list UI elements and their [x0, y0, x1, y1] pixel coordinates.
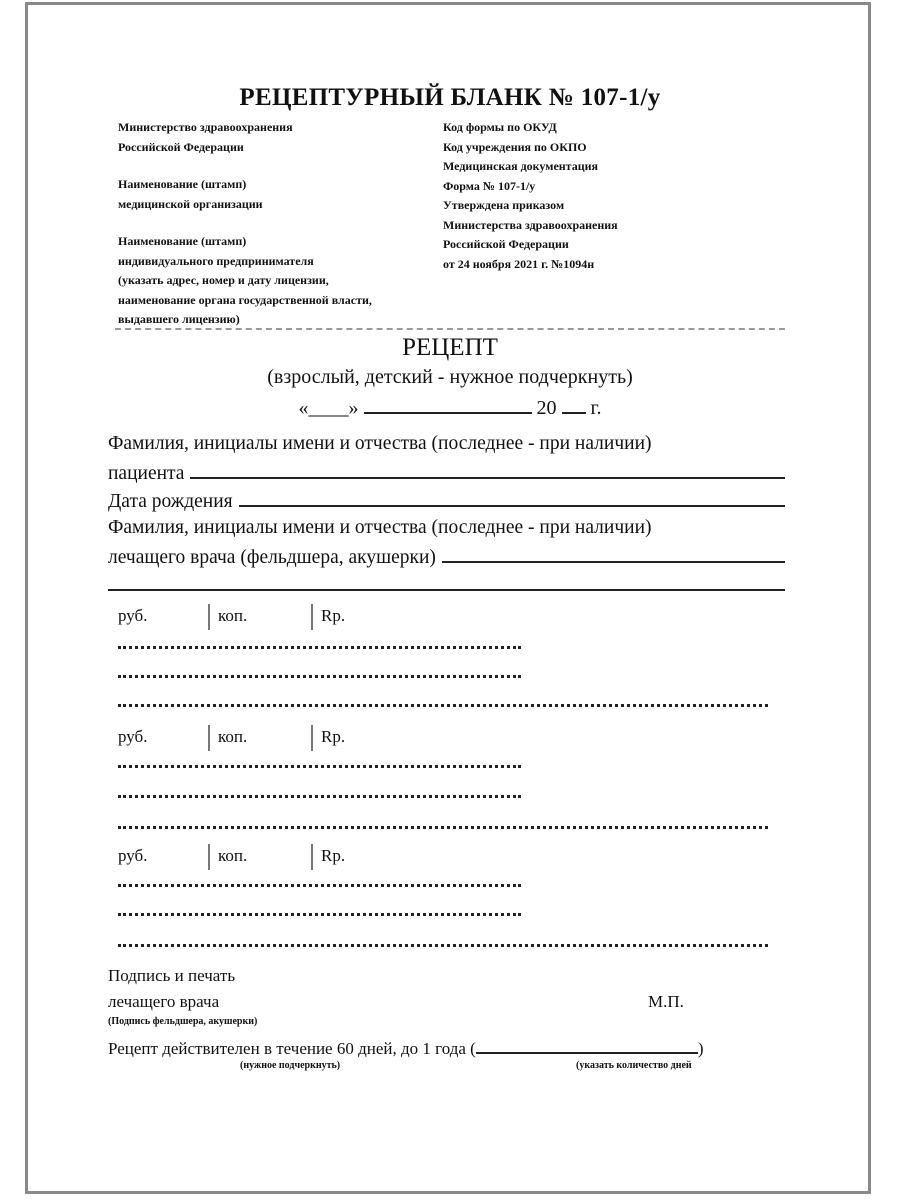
birth-date-label: Дата рождения: [108, 491, 233, 512]
date-day-field[interactable]: «____»: [298, 397, 359, 419]
kop-label: коп.: [218, 846, 248, 865]
rx-block-1-line-1[interactable]: [118, 646, 521, 649]
approved-country-label: Российской Федерации: [443, 237, 569, 251]
rp-label: Rp.: [321, 846, 346, 865]
doctor-name-field[interactable]: [442, 545, 785, 563]
rx-block-3-line-3[interactable]: [118, 944, 768, 947]
license-note-1: (указать адрес, номер и дату лицензии,: [118, 273, 329, 287]
patient-name-row: [108, 461, 785, 485]
separator: [208, 725, 210, 751]
approved-ministry-label: Министерства здравоохранения: [443, 217, 618, 232]
stamp-place-label: М.П.: [648, 992, 684, 1011]
license-note-3: выдавшего лицензию): [118, 312, 240, 326]
validity-note-right: (указать количество дней: [576, 1060, 692, 1071]
signature-note: (Подпись фельдшера, акушерки): [108, 1016, 258, 1027]
doctor-label-1: Фамилия, инициалы имени и отчества (последнее - при наличии): [108, 517, 652, 538]
org-stamp-label: Наименование (штамп): [118, 177, 247, 191]
separator: [208, 844, 210, 870]
okud-code-label: Код формы по ОКУД: [443, 120, 557, 134]
patient-label-2: пациента: [108, 463, 185, 484]
cut-line-divider: [115, 328, 785, 330]
kop-label: коп.: [218, 727, 248, 746]
separator: [311, 844, 313, 870]
ministry-country-line: Российской Федерации: [118, 139, 244, 154]
form-number-label: Форма № 107-1/у: [443, 178, 536, 193]
validity-text: Рецепт действителен в течение 60 дней, до 1 года (: [108, 1039, 476, 1058]
validity-close-paren: ): [697, 1039, 704, 1058]
birth-date-row: [108, 489, 785, 513]
spacer: [118, 157, 372, 175]
rx-block-3-line-2[interactable]: [118, 913, 521, 916]
form-title: РЕЦЕПТУРНЫЙ БЛАНК № 107-1/у: [239, 84, 661, 111]
approved-order-label: от 24 ноября 2021 г. №1094н: [443, 256, 595, 271]
header-left-block: [118, 118, 372, 330]
validity-note-left: (нужное подчеркнуть): [240, 1060, 341, 1071]
header-right-block: [443, 118, 618, 274]
date-month-field[interactable]: [364, 396, 532, 414]
rub-label: руб.: [118, 727, 148, 746]
date-line: [0, 396, 900, 420]
recipe-title: РЕЦЕПТ: [402, 334, 498, 361]
rub-label: руб.: [118, 606, 148, 625]
license-note-2: наименование органа государственной власти,: [118, 292, 372, 307]
signature-label-2: лечащего врача: [108, 992, 220, 1011]
entrepreneur-stamp-label-2: индивидуального предпринимателя: [118, 253, 314, 268]
rp-label: Rp.: [321, 606, 346, 625]
date-year-field[interactable]: [562, 396, 586, 414]
date-year-suffix: г.: [590, 397, 602, 419]
rx-block-3-line-1[interactable]: [118, 884, 521, 887]
rx-block-2-line-1[interactable]: [118, 765, 521, 768]
doctor-name-extra-row: [108, 573, 785, 596]
okpo-code-label: Код учреждения по ОКПО: [443, 139, 587, 154]
validity-row: [108, 1036, 703, 1059]
date-year-prefix: 20: [536, 397, 557, 419]
rub-label: руб.: [118, 846, 148, 865]
doctor-label-2: лечащего врача (фельдшера, акушерки): [108, 547, 436, 568]
entrepreneur-stamp-label: Наименование (штамп): [118, 234, 247, 248]
patient-name-field[interactable]: [190, 461, 785, 479]
patient-label-1: Фамилия, инициалы имени и отчества (последнее - при наличии): [108, 433, 652, 454]
rx-block-1-line-3[interactable]: [118, 704, 768, 707]
separator: [311, 604, 313, 630]
ministry-line: Министерство здравоохранения: [118, 120, 293, 134]
rx-block-1-line-2[interactable]: [118, 675, 521, 678]
kop-label: коп.: [218, 606, 248, 625]
approved-label: Утверждена приказом: [443, 198, 565, 212]
validity-days-field[interactable]: [476, 1036, 698, 1054]
rp-label: Rp.: [321, 727, 346, 746]
org-stamp-label-2: медицинской организации: [118, 196, 263, 211]
med-doc-label: Медицинская документация: [443, 159, 599, 173]
spacer: [118, 214, 372, 232]
rx-block-2-line-2[interactable]: [118, 795, 521, 798]
birth-date-field[interactable]: [239, 489, 785, 507]
rx-block-2-line-3[interactable]: [118, 826, 768, 829]
doctor-name-row: [108, 545, 785, 569]
recipe-subtitle: (взрослый, детский - нужное подчеркнуть): [267, 366, 633, 388]
separator: [311, 725, 313, 751]
signature-label-1: Подпись и печать: [108, 966, 236, 985]
separator: [208, 604, 210, 630]
doctor-name-field-2[interactable]: [108, 573, 785, 591]
